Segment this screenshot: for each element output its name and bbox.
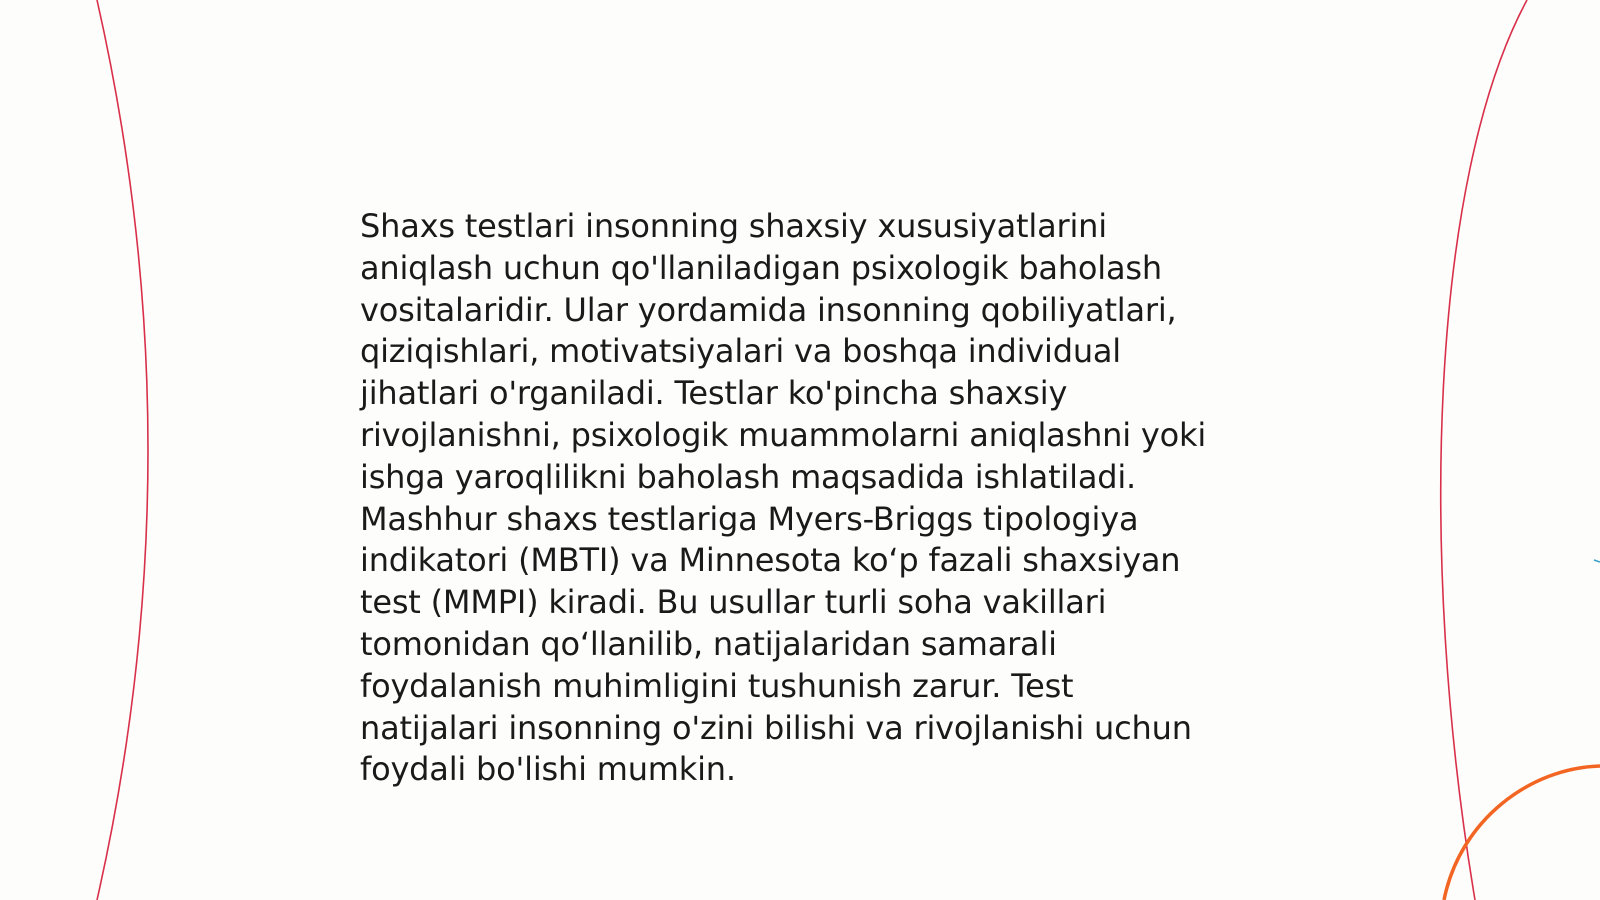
edge-tick-mark [1594,560,1600,562]
left-curve-line [97,0,148,900]
right-curve-line [1441,0,1527,900]
orange-arc [1444,766,1600,900]
body-paragraph: Shaxs testlari insonning shaxsiy xususiyatlarini aniqlash uchun qo'llaniladigan psixologik baholash vositalaridir. Ular yordamida insonning qobiliyatlari, qiziqishlari, motivatsiyalari va boshqa individual jihatlari o'rganiladi. Testlar ko'pincha shaxsiy rivojlanishni, psixologik muammolarni aniqlashni yoki ishga yaroqlilikni baholash maqsadida ishlatiladi. Mashhur shaxs testlariga Myers-Briggs tipologiya indikatori (MBTI) va Minnesota ko‘p fazali shaxsiyan test (MMPI) kiradi. Bu usullar turli soha vakillari tomonidan qo‘llanilib, natijalaridan samarali foydalanish muhimligini tushunish zarur. Test natijalari insonning o'zini bilishi va rivojlanishi uchun foydali bo'lishi mumkin. [360,207,1207,789]
